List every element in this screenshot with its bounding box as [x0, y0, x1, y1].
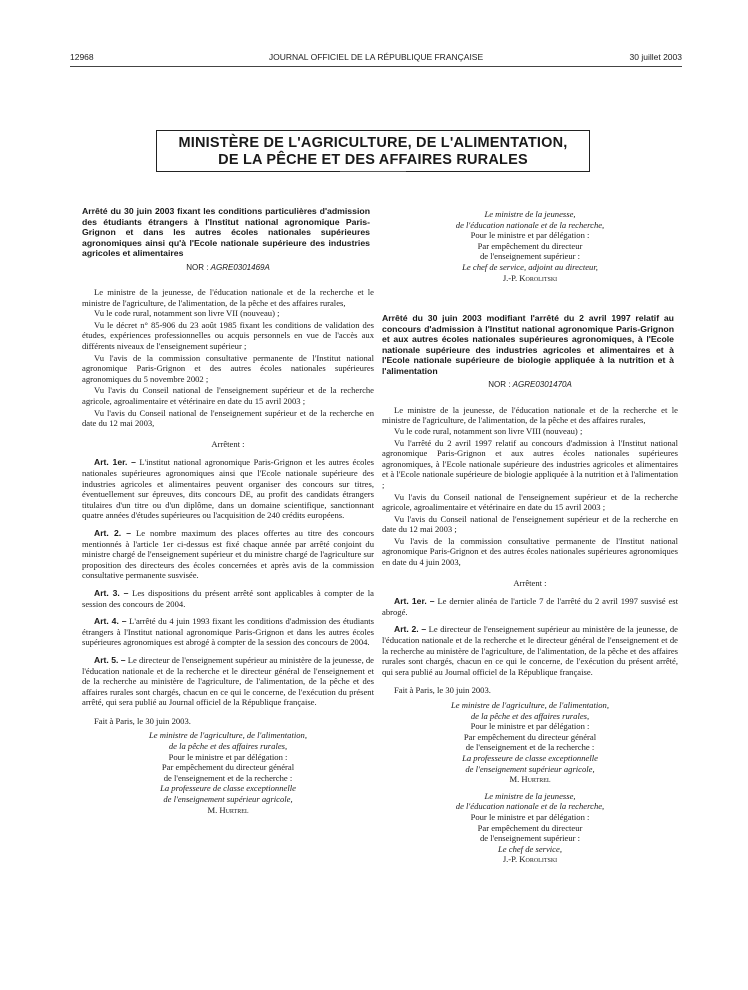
decree1-nor: [82, 263, 374, 274]
ministry-line-1: MINISTÈRE DE L'AGRICULTURE, DE L'ALIMENTATION,: [178, 135, 568, 151]
visa-line: Vu l'avis du Conseil national de l'enseignement supérieur et de la recherche agricole, agroalimentaire et vétérinaire en date du 15 avril 2003 ;: [82, 385, 374, 407]
decree2-signature-jeunesse: [382, 791, 678, 865]
article-label: Art. 1er. –: [94, 457, 136, 468]
signature-line: Le ministre de la jeunesse,: [484, 209, 576, 219]
decree2-signature-agriculture: [382, 700, 678, 785]
signature-line: de l'enseignement et de la recherche :: [465, 742, 595, 753]
visa-line: Vu l'avis du Conseil national de l'enseignement supérieur et de la recherche en date du 12 mai 2003 ;: [382, 513, 678, 535]
decree2-nor: [382, 380, 678, 391]
signature-line: Par empêchement du directeur: [477, 240, 583, 251]
decree1-signature-jeunesse: [382, 209, 678, 283]
article-text: Le directeur de l'enseignement supérieur au ministère de la jeunesse, de l'éducation nationale et de la recherche et le directeur général de l'enseignement et de la recherche au ministère de l'agriculture, de l'alimentation, de la pêche et des affaires rurales sont chargés, chacun en ce qui le concerne, de l'exécution du présent arrêté, qui sera publié au Journal officiel de la République française.: [382, 624, 678, 677]
article-paragraph: [82, 528, 374, 581]
decree2-nor-label: NOR :: [488, 380, 511, 390]
signature-line: de l'enseignement supérieur :: [479, 833, 581, 844]
visa-line: Vu l'avis du Conseil national de l'enseignement supérieur et de la recherche en date du 12 mai 2003,: [82, 407, 374, 429]
article-label: Art. 2. –: [394, 624, 427, 635]
signature-line: de l'enseignement supérieur :: [479, 251, 581, 262]
decree1-nor-label: NOR :: [186, 262, 209, 272]
right-column: [382, 209, 678, 865]
decree1-nor-code: AGRE0301469A: [210, 262, 270, 272]
article-text: Le nombre maximum des places offertes au titre des concours mentionnés à l'article 1er ci-dessus est fixé chaque année par arrêté conjoint du ministre chargé de l'enseignement supérieur et du ministre chargé de l'agriculture sur proposition des directeurs des écoles concernées et après avis de la commission consultative permanente susvisée.: [82, 527, 374, 581]
signature-line: Le chef de service, adjoint au directeur,: [462, 261, 598, 272]
visa-line: Vu l'avis de la commission consultative permanente de l'Institut national agronomique Paris-Grignon et des autres écoles nationales supérieures agronomiques en date du 4 juin 2003,: [382, 535, 678, 568]
signature-line: Par empêchement du directeur général: [161, 762, 295, 773]
decree2-articles: [382, 596, 678, 677]
issue-date: 30 juillet 2003: [629, 52, 682, 62]
decree1-signature-agriculture: [82, 730, 374, 815]
visa-line: Vu l'arrêté du 2 avril 1997 relatif au concours d'admission à l'Institut national agronomique Paris-Grignon et aux autres écoles nationales supérieures agronomiques, à l'Ecole nationale supérieure des industries agricoles et alimentaires et à l'Ecole nationale supérieure de biologie appliquée à la nutrition et à l'alimentation ;: [382, 437, 678, 490]
article-paragraph: [82, 457, 374, 521]
signature-line: Par empêchement du directeur: [477, 822, 583, 833]
left-column: [82, 206, 374, 815]
decree1-visas: [82, 308, 374, 429]
article-text: L'institut national agronomique Paris-Grignon et les autres écoles nationales supérieures agronomiques ainsi que l'Ecole nationale supérieure des industries agricoles et alimentaires peuvent organiser des concours sur titres, éventuellement sur épreuves, dits concours DE, au profit des candidats étrangers titulaires d'un titre ou d'un diplôme, dans un domaine scientifique, sanctionnant quatre années d'études supérieures ou l'acquisition de 240 crédits européens.: [82, 457, 374, 521]
article-label: Art. 4. –: [94, 616, 127, 627]
article-label: Art. 2. –: [94, 527, 132, 538]
article-text: Le directeur de l'enseignement supérieur au ministère de la jeunesse, de l'éducation nationale et de la recherche et le directeur général de l'enseignement et de la recherche au ministère de l'agriculture, de l'alimentation, de la pêche et des affaires rurales sont chargés, chacun en ce qui le concerne, de l'exécution du présent arrêté, qui sera publié au Journal officiel de la République française.: [82, 654, 374, 708]
signature-line: Pour le ministre et par délégation :: [168, 751, 288, 762]
signature-line: de l'enseignement supérieur agricole,: [163, 794, 293, 805]
ministry-underline: [340, 171, 406, 172]
ministry-line-2: DE LA PÊCHE ET DES AFFAIRES RURALES: [218, 152, 528, 168]
signatory-name: M. Hurtrel: [509, 774, 551, 785]
decree1-title: Arrêté du 30 juin 2003 fixant les conditions particulières d'admission des étudiants étrangers à l'Institut national agronomique Paris-Grignon et dans les autres écoles nationales supérieures agronomiques ainsi qu'à l'Ecole nationale supérieure des industries agricoles et alimentaires: [82, 206, 370, 258]
ministry-heading: [156, 130, 590, 172]
signature-line: Par empêchement du directeur général: [463, 731, 597, 742]
signatory-name: M. Hurtrel: [207, 804, 249, 815]
signature-line: La professeure de classe exceptionnelle: [462, 752, 598, 763]
article-paragraph: [82, 655, 374, 708]
decree1-arretent: Arrêtent :: [211, 438, 245, 449]
signature-line: de la pêche et des affaires rurales,: [168, 741, 288, 752]
header-rule: [70, 66, 682, 67]
visa-line: Vu le décret n° 85-906 du 23 août 1985 fixant les conditions de validation des études, expériences professionnelles ou acquis personnels en vue de l'accès aux différents niveaux de l'enseignement supérieur ;: [82, 319, 374, 352]
decree1-fait: Fait à Paris, le 30 juin 2003.: [94, 715, 191, 726]
signature-line: de l'enseignement supérieur agricole,: [465, 763, 595, 774]
decree2-intro: Le ministre de la jeunesse, de l'éducation nationale et de la recherche et le ministre de l'agriculture, de l'alimentation, de la pêche et des affaires rurales,: [382, 404, 678, 426]
signature-line: Pour le ministre et par délégation :: [470, 811, 590, 822]
signature-line: Le ministre de la jeunesse,: [484, 790, 576, 801]
decree2-fait: Fait à Paris, le 30 juin 2003.: [394, 685, 491, 696]
visa-line: Vu l'avis du Conseil national de l'enseignement supérieur et de la recherche agricole, agroalimentaire et vétérinaire en date du 15 avril 2003 ;: [382, 491, 678, 513]
signature-line: Le ministre de l'agriculture, de l'alimentation,: [149, 730, 307, 741]
signature-line: de l'enseignement et de la recherche :: [163, 772, 293, 783]
visa-line: Vu le code rural, notamment son livre VIII (nouveau) ;: [394, 425, 583, 436]
decree2-title: Arrêté du 30 juin 2003 modifiant l'arrêté du 2 avril 1997 relatif au concours d'admission à l'Institut national agronomique Paris-Grignon et aux autres écoles nationales supérieures agronomiques, à l'Ecole nationale supérieure des industries agricoles et alimentaires et à l'Ecole nationale supérieure de biologie appliquée à la nutrition et à l'alimentation: [382, 313, 674, 376]
decree2-arretent: Arrêtent :: [513, 577, 547, 588]
journal-title: JOURNAL OFFICIEL DE LA RÉPUBLIQUE FRANÇAISE: [268, 52, 484, 62]
article-label: Art. 3. –: [94, 587, 129, 598]
page-number: 12968: [70, 52, 94, 62]
visa-line: Vu l'avis de la commission consultative permanente de l'Institut national agronomique Paris-Grignon et des autres écoles nationales supérieures agronomiques du 5 novembre 2002 ;: [82, 352, 374, 384]
signatory-name: J.-P. Korolitski: [502, 272, 558, 283]
article-paragraph: [82, 616, 374, 648]
decree1-intro: Le ministre de la jeunesse, de l'éducation nationale et de la recherche et le ministre de l'agriculture, de l'alimentation, de la pêche et des affaires rurales,: [82, 287, 374, 308]
signature-line: de l'éducation nationale et de la recherche,: [455, 219, 605, 230]
page-header: [70, 52, 682, 66]
article-text: Le dernier alinéa de l'article 7 de l'arrêté du 2 avril 1997 susvisé est abrogé.: [382, 596, 678, 617]
signature-line: Pour le ministre et par délégation :: [470, 721, 590, 732]
decree2-nor-code: AGRE0301470A: [512, 380, 572, 390]
signature-line: La professeure de classe exceptionnelle: [160, 783, 296, 794]
article-text: Les dispositions du présent arrêté sont applicables à compter de la session des concours de 2004.: [82, 587, 374, 609]
decree2-visas: [382, 426, 678, 568]
article-paragraph: [82, 588, 374, 609]
decree1-articles: [82, 457, 374, 707]
signature-line: de la pêche et des affaires rurales,: [470, 710, 590, 721]
article-label: Art. 5. –: [94, 654, 126, 665]
signature-line: Le chef de service,: [498, 843, 562, 854]
signature-line: de l'éducation nationale et de la recherche,: [455, 801, 605, 812]
signatory-name: J.-P. Korolitski: [502, 854, 558, 865]
article-paragraph: [382, 596, 678, 617]
article-label: Art. 1er. –: [394, 596, 435, 607]
signature-line: Le ministre de l'agriculture, de l'alimentation,: [451, 700, 609, 710]
visa-line: Vu le code rural, notamment son livre VII (nouveau) ;: [94, 308, 280, 319]
article-text: L'arrêté du 4 juin 1993 fixant les conditions d'admission des étudiants étrangers à l'Institut national agronomique Paris-Grignon et dans les autres écoles supérieures agronomiques est abrogé à compter de la session des concours de 2004.: [82, 616, 374, 648]
signature-line: Pour le ministre et par délégation :: [470, 230, 590, 241]
article-paragraph: [382, 624, 678, 677]
